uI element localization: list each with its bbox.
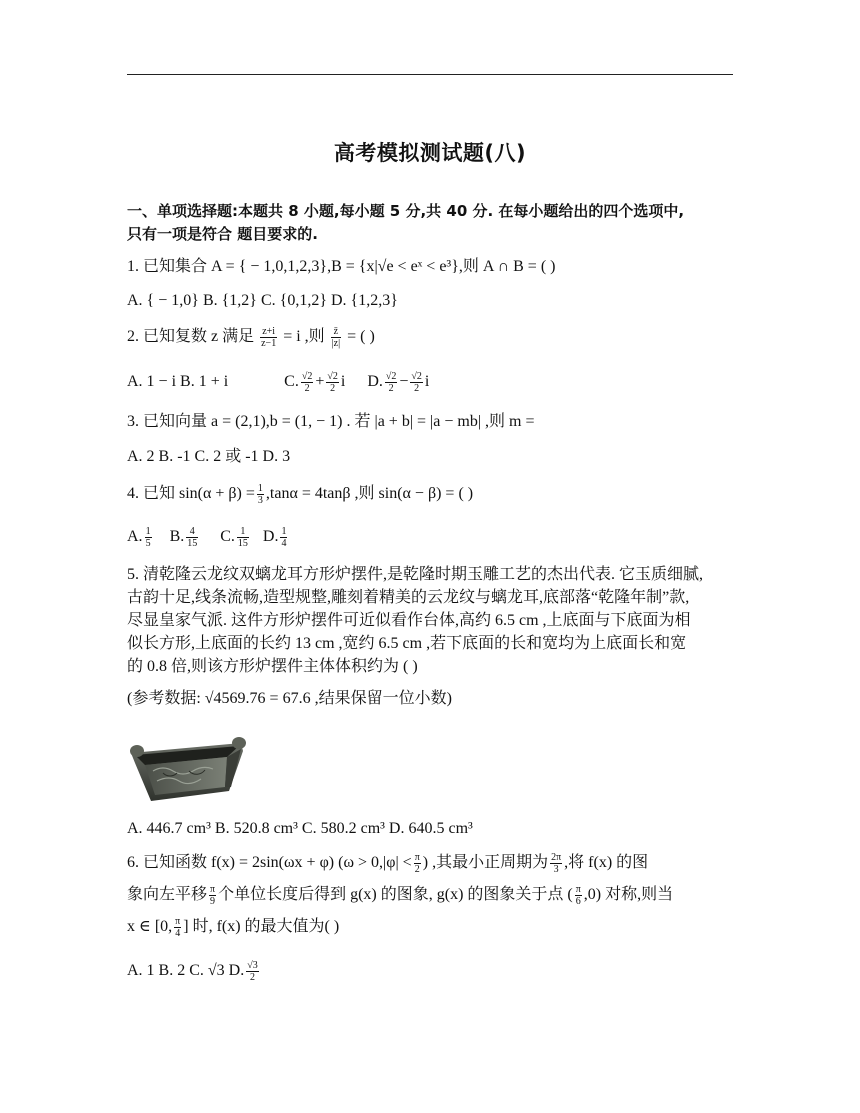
q2-stem-a: 2. 已知复数 z 满足 [127,328,255,346]
q6-pi2-num: π [414,852,420,863]
q6-d-frac [246,960,259,983]
q6-line3-a: x ∈ [0, [127,918,173,936]
q2-frac1-den: z−1 [261,338,277,349]
q6-d-num: √3 [247,960,258,971]
q6-pi4-num: π [175,916,181,927]
q2-c-frac2 [326,371,339,394]
q4-a-frac [145,526,152,549]
q6-pi4-den: 4 [175,928,181,939]
q6-pi-over-2 [414,852,421,875]
q4-b-den: 15 [187,538,198,549]
q2-d-f2-den: 2 [414,383,420,394]
q4-a-num: 1 [145,526,151,537]
q6-options-abc: A. 1 B. 2 C. √3 D. [127,962,245,980]
q4-option-d-label: D. [262,528,279,546]
q6-line1-a: 6. 已知函数 f(x) = 2sin(ωx + φ) (ω > 0,|φ| < [127,854,412,872]
q6-pi6-den: 6 [575,896,581,907]
q2-d-f2-num: √2 [411,371,422,382]
q4-stem [127,483,473,506]
q4-c-den: 15 [237,538,248,549]
q2-d-i: i [424,373,430,391]
q5-options: A. 446.7 cm³ B. 520.8 cm³ C. 580.2 cm³ D. 640.5 cm³ [127,820,473,837]
q4-d-num: 1 [281,526,287,537]
q4-option-b-label: B. [169,528,185,546]
q6-line-3 [127,916,339,939]
q6-line2-c: ,0) 对称,则当 [583,886,674,904]
q5-line-5: 的 0.8 倍,则该方形炉摆件主体体积约为 ( ) [127,658,418,675]
q6-line2-a: 象向左平移 [127,886,208,904]
q6-d-den: 2 [249,972,255,983]
q2-d-minus: − [399,373,409,391]
q6-pi-over-9 [209,884,216,907]
q5-line-3: 尽显皇家气派. 这件方形炉摆件可近似看作台体,高约 6.5 cm ,上底面与下底面为相 [127,612,691,629]
q1-options: A. { − 1,0} B. {1,2} C. {0,1,2} D. {1,2,3} [127,292,398,309]
q2-fraction-1 [260,326,277,349]
q5-line-2: 古韵十足,线条流畅,造型规整,雕刻着精美的云龙纹与螭龙耳,底部落“乾隆年制”款, [127,589,690,606]
q2-d-f1-den: 2 [388,383,394,394]
q4-c-num: 1 [237,526,249,538]
q4-option-a-label: A. [127,528,143,546]
q2-option-c-label: C. [284,373,299,391]
q6-line1-c: ,将 f(x) 的图 [564,854,649,872]
q6-line2-b: 个单位长度后得到 g(x) 的图象, g(x) 的图象关于点 ( [218,886,573,904]
q2-stem [127,326,375,349]
q2-options-ab: A. 1 − i B. 1 + i [127,373,229,391]
q2-stem-b: = i ,则 [283,328,325,346]
q4-f-num: 1 [257,483,263,494]
q4-a-den: 5 [145,538,151,549]
q4-c-frac [237,526,249,549]
q4-fraction [257,483,264,506]
q6-pi2-den: 2 [414,864,420,875]
section-heading-line2: 只有一项是符合 题目要求的. [127,225,318,243]
q6-pi9-num: π [210,884,216,895]
q2-c-f2-num: √2 [327,371,338,382]
q6-pi9-den: 9 [210,896,216,907]
censer-illustration [129,721,247,805]
q2-c-frac1 [301,371,314,394]
q2-c-f2-den: 2 [330,383,336,394]
q6-line1-b: ) ,其最小正周期为 [422,854,549,872]
q2-c-f1-den: 2 [304,383,310,394]
q6-line3-b: ] 时, f(x) 的最大值为( ) [183,918,340,936]
q1-stem: 1. 已知集合 A = { − 1,0,1,2,3},B = {x|√e < eˣ < e³},则 A ∩ B = ( ) [127,258,556,275]
q2-frac2-num: z̄ [331,326,341,338]
section-heading-line1: 一、单项选择题:本题共 8 小题,每小题 5 分,共 40 分. 在每小题给出的四个选项中, [127,202,685,220]
q4-stem-a: 4. 已知 sin(α + β) = [127,485,255,503]
q6-line-1 [127,852,648,875]
q3-stem: 3. 已知向量 a = (2,1),b = (1, − 1) . 若 |a + b| = |a − mb| ,则 m = [127,413,535,430]
q2-stem-c: = ( ) [347,328,375,346]
q2-c-plus: + [315,373,325,391]
q5-line-4: 似长方形,上底面的长约 13 cm ,宽约 6.5 cm ,若下底面的长和宽均为上底面长和宽 [127,635,687,652]
q6-options [127,960,261,983]
q2-frac1-num: z+i [260,326,277,338]
q2-fraction-2 [331,326,341,349]
q4-d-den: 4 [281,538,287,549]
q2-d-frac1 [385,371,398,394]
censer-photo [129,721,247,805]
q6-pi6-num: π [575,884,581,895]
q6-pi-over-6 [575,884,582,907]
q4-options [127,526,289,549]
q4-b-frac [186,526,198,549]
q6-2pi-over-3 [550,852,562,875]
q6-line-2 [127,884,673,907]
q2-frac2-den: |z| [331,338,341,349]
q5-line-1: 5. 清乾隆云龙纹双螭龙耳方形炉摆件,是乾隆时期玉雕工艺的杰出代表. 它玉质细腻, [127,566,704,583]
q6-2pi3-den: 3 [553,864,559,875]
q2-d-f1-num: √2 [385,371,397,382]
page-title: 高考模拟测试题(八) [333,141,527,165]
q5-reference-data: (参考数据: √4569.76 = 67.6 ,结果保留一位小数) [127,690,452,707]
q4-b-num: 4 [186,526,198,538]
q2-option-d-label: D. [367,373,383,391]
q6-2pi3-num: 2π [551,852,562,863]
q2-options [127,371,429,394]
q4-option-c-label: C. [220,528,235,546]
q2-d-frac2 [410,371,423,394]
header-rule [127,74,733,75]
q4-stem-b: ,tanα = 4tanβ ,则 sin(α − β) = ( ) [265,485,474,503]
q3-options: A. 2 B. -1 C. 2 或 -1 D. 3 [127,448,291,465]
q2-c-f1-num: √2 [301,371,313,382]
q6-pi-over-4 [174,916,181,939]
q4-d-frac [280,526,287,549]
q4-f-den: 3 [257,495,263,506]
q2-c-i: i [340,373,346,391]
